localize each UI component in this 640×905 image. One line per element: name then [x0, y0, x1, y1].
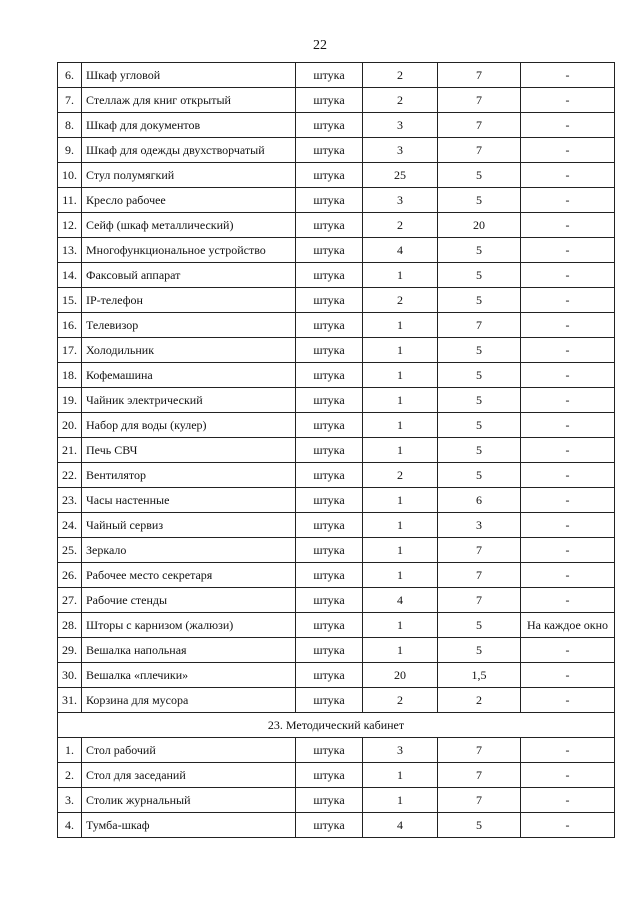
row-number: 7. [58, 88, 82, 113]
table-row [58, 88, 615, 113]
quantity-cell: 1 [363, 388, 438, 413]
note-cell: - [521, 588, 615, 613]
item-name: Шкаф угловой [82, 63, 296, 88]
note-cell: - [521, 813, 615, 838]
service-years-cell: 5 [438, 288, 521, 313]
item-name: Набор для воды (кулер) [82, 413, 296, 438]
table-row [58, 538, 615, 563]
item-name: Чайный сервиз [82, 513, 296, 538]
table-row [58, 263, 615, 288]
unit-cell: штука [296, 238, 363, 263]
service-years-cell: 5 [438, 438, 521, 463]
unit-cell: штука [296, 563, 363, 588]
note-cell: На каждое окно [521, 613, 615, 638]
table-row [58, 138, 615, 163]
unit-cell: штука [296, 113, 363, 138]
service-years-cell: 6 [438, 488, 521, 513]
table-row [58, 338, 615, 363]
unit-cell: штука [296, 663, 363, 688]
unit-cell: штука [296, 763, 363, 788]
row-number: 20. [58, 413, 82, 438]
unit-cell: штука [296, 138, 363, 163]
service-years-cell: 5 [438, 638, 521, 663]
quantity-cell: 2 [363, 688, 438, 713]
note-cell: - [521, 238, 615, 263]
note-cell: - [521, 763, 615, 788]
table-row [58, 688, 615, 713]
service-years-cell: 7 [438, 63, 521, 88]
note-cell: - [521, 388, 615, 413]
item-name: Чайник электрический [82, 388, 296, 413]
note-cell: - [521, 88, 615, 113]
item-name: Корзина для мусора [82, 688, 296, 713]
item-name: Рабочее место секретаря [82, 563, 296, 588]
row-number: 9. [58, 138, 82, 163]
unit-cell: штука [296, 488, 363, 513]
row-number: 1. [58, 738, 82, 763]
quantity-cell: 1 [363, 638, 438, 663]
unit-cell: штука [296, 513, 363, 538]
item-name: Холодильник [82, 338, 296, 363]
unit-cell: штука [296, 788, 363, 813]
quantity-cell: 1 [363, 263, 438, 288]
table-row [58, 213, 615, 238]
item-name: Рабочие стенды [82, 588, 296, 613]
unit-cell: штука [296, 338, 363, 363]
table-row [58, 813, 615, 838]
quantity-cell: 1 [363, 788, 438, 813]
row-number: 8. [58, 113, 82, 138]
service-years-cell: 7 [438, 563, 521, 588]
note-cell: - [521, 413, 615, 438]
service-years-cell: 2 [438, 688, 521, 713]
quantity-cell: 1 [363, 613, 438, 638]
note-cell: - [521, 163, 615, 188]
row-number: 19. [58, 388, 82, 413]
table-row [58, 238, 615, 263]
row-number: 17. [58, 338, 82, 363]
row-number: 12. [58, 213, 82, 238]
service-years-cell: 5 [438, 188, 521, 213]
table-row [58, 438, 615, 463]
item-name: Стол для заседаний [82, 763, 296, 788]
quantity-cell: 4 [363, 238, 438, 263]
table-row [58, 763, 615, 788]
quantity-cell: 3 [363, 738, 438, 763]
service-years-cell: 7 [438, 538, 521, 563]
row-number: 23. [58, 488, 82, 513]
row-number: 11. [58, 188, 82, 213]
inventory-table [57, 62, 615, 838]
item-name: Сейф (шкаф металлический) [82, 213, 296, 238]
table-row [58, 488, 615, 513]
row-number: 4. [58, 813, 82, 838]
unit-cell: штука [296, 188, 363, 213]
item-name: Зеркало [82, 538, 296, 563]
note-cell: - [521, 563, 615, 588]
service-years-cell: 20 [438, 213, 521, 238]
unit-cell: штука [296, 613, 363, 638]
service-years-cell: 7 [438, 313, 521, 338]
section-title: 23. Методический кабинет [58, 713, 615, 738]
item-name: Факсовый аппарат [82, 263, 296, 288]
note-cell: - [521, 363, 615, 388]
item-name: Стол рабочий [82, 738, 296, 763]
service-years-cell: 7 [438, 88, 521, 113]
section-header [58, 713, 615, 738]
table-row [58, 313, 615, 338]
unit-cell: штука [296, 363, 363, 388]
service-years-cell: 3 [438, 513, 521, 538]
unit-cell: штука [296, 388, 363, 413]
item-name: Кресло рабочее [82, 188, 296, 213]
note-cell: - [521, 638, 615, 663]
quantity-cell: 4 [363, 813, 438, 838]
service-years-cell: 7 [438, 788, 521, 813]
row-number: 26. [58, 563, 82, 588]
table-row [58, 613, 615, 638]
quantity-cell: 4 [363, 588, 438, 613]
service-years-cell: 5 [438, 813, 521, 838]
table-row [58, 638, 615, 663]
table-row [58, 163, 615, 188]
item-name: Шкаф для одежды двухстворчатый [82, 138, 296, 163]
table-body-before [58, 63, 615, 713]
row-number: 6. [58, 63, 82, 88]
note-cell: - [521, 688, 615, 713]
service-years-cell: 1,5 [438, 663, 521, 688]
quantity-cell: 1 [363, 363, 438, 388]
section-row [58, 713, 615, 738]
quantity-cell: 1 [363, 413, 438, 438]
table-row [58, 188, 615, 213]
note-cell: - [521, 138, 615, 163]
note-cell: - [521, 463, 615, 488]
unit-cell: штука [296, 588, 363, 613]
note-cell: - [521, 313, 615, 338]
service-years-cell: 5 [438, 363, 521, 388]
unit-cell: штука [296, 163, 363, 188]
note-cell: - [521, 438, 615, 463]
row-number: 28. [58, 613, 82, 638]
row-number: 29. [58, 638, 82, 663]
unit-cell: штука [296, 463, 363, 488]
note-cell: - [521, 63, 615, 88]
table-row [58, 513, 615, 538]
table-row [58, 588, 615, 613]
row-number: 27. [58, 588, 82, 613]
item-name: Печь СВЧ [82, 438, 296, 463]
quantity-cell: 3 [363, 113, 438, 138]
unit-cell: штука [296, 88, 363, 113]
service-years-cell: 7 [438, 113, 521, 138]
note-cell: - [521, 113, 615, 138]
unit-cell: штука [296, 638, 363, 663]
table-row [58, 113, 615, 138]
row-number: 15. [58, 288, 82, 313]
quantity-cell: 2 [363, 288, 438, 313]
note-cell: - [521, 263, 615, 288]
service-years-cell: 5 [438, 263, 521, 288]
note-cell: - [521, 538, 615, 563]
unit-cell: штука [296, 263, 363, 288]
unit-cell: штука [296, 313, 363, 338]
row-number: 30. [58, 663, 82, 688]
table-row [58, 663, 615, 688]
service-years-cell: 5 [438, 613, 521, 638]
service-years-cell: 5 [438, 463, 521, 488]
item-name: Вентилятор [82, 463, 296, 488]
service-years-cell: 7 [438, 763, 521, 788]
table-row [58, 563, 615, 588]
unit-cell: штука [296, 213, 363, 238]
note-cell: - [521, 213, 615, 238]
quantity-cell: 1 [363, 338, 438, 363]
unit-cell: штука [296, 413, 363, 438]
row-number: 13. [58, 238, 82, 263]
quantity-cell: 1 [363, 763, 438, 788]
table-body-after [58, 738, 615, 838]
unit-cell: штука [296, 738, 363, 763]
quantity-cell: 1 [363, 563, 438, 588]
quantity-cell: 1 [363, 438, 438, 463]
item-name: Шкаф для документов [82, 113, 296, 138]
item-name: Стул полумягкий [82, 163, 296, 188]
service-years-cell: 5 [438, 238, 521, 263]
item-name: Столик журнальный [82, 788, 296, 813]
table-row [58, 738, 615, 763]
quantity-cell: 1 [363, 538, 438, 563]
row-number: 31. [58, 688, 82, 713]
item-name: Кофемашина [82, 363, 296, 388]
quantity-cell: 3 [363, 188, 438, 213]
service-years-cell: 5 [438, 338, 521, 363]
quantity-cell: 3 [363, 138, 438, 163]
quantity-cell: 1 [363, 313, 438, 338]
page-number: 22 [313, 38, 327, 53]
item-name: Часы настенные [82, 488, 296, 513]
item-name: Шторы с карнизом (жалюзи) [82, 613, 296, 638]
note-cell: - [521, 488, 615, 513]
note-cell: - [521, 738, 615, 763]
unit-cell: штука [296, 63, 363, 88]
table-row [58, 388, 615, 413]
quantity-cell: 2 [363, 88, 438, 113]
item-name: Вешалка напольная [82, 638, 296, 663]
item-name: Вешалка «плечики» [82, 663, 296, 688]
row-number: 14. [58, 263, 82, 288]
item-name: Телевизор [82, 313, 296, 338]
row-number: 16. [58, 313, 82, 338]
table-row [58, 788, 615, 813]
unit-cell: штука [296, 538, 363, 563]
quantity-cell: 20 [363, 663, 438, 688]
quantity-cell: 2 [363, 463, 438, 488]
service-years-cell: 7 [438, 588, 521, 613]
note-cell: - [521, 663, 615, 688]
item-name: Многофункциональное устройство [82, 238, 296, 263]
table-row [58, 463, 615, 488]
unit-cell: штука [296, 688, 363, 713]
quantity-cell: 1 [363, 513, 438, 538]
row-number: 2. [58, 763, 82, 788]
service-years-cell: 7 [438, 138, 521, 163]
note-cell: - [521, 513, 615, 538]
quantity-cell: 2 [363, 63, 438, 88]
table-row [58, 413, 615, 438]
unit-cell: штука [296, 438, 363, 463]
quantity-cell: 2 [363, 213, 438, 238]
row-number: 24. [58, 513, 82, 538]
table-row [58, 63, 615, 88]
table-row [58, 363, 615, 388]
row-number: 25. [58, 538, 82, 563]
service-years-cell: 5 [438, 388, 521, 413]
item-name: Тумба-шкаф [82, 813, 296, 838]
quantity-cell: 1 [363, 488, 438, 513]
service-years-cell: 7 [438, 738, 521, 763]
item-name: IP-телефон [82, 288, 296, 313]
row-number: 22. [58, 463, 82, 488]
row-number: 3. [58, 788, 82, 813]
row-number: 18. [58, 363, 82, 388]
row-number: 21. [58, 438, 82, 463]
note-cell: - [521, 188, 615, 213]
quantity-cell: 25 [363, 163, 438, 188]
service-years-cell: 5 [438, 413, 521, 438]
note-cell: - [521, 788, 615, 813]
note-cell: - [521, 288, 615, 313]
note-cell: - [521, 338, 615, 363]
table-row [58, 288, 615, 313]
service-years-cell: 5 [438, 163, 521, 188]
row-number: 10. [58, 163, 82, 188]
item-name: Стеллаж для книг открытый [82, 88, 296, 113]
unit-cell: штука [296, 813, 363, 838]
unit-cell: штука [296, 288, 363, 313]
